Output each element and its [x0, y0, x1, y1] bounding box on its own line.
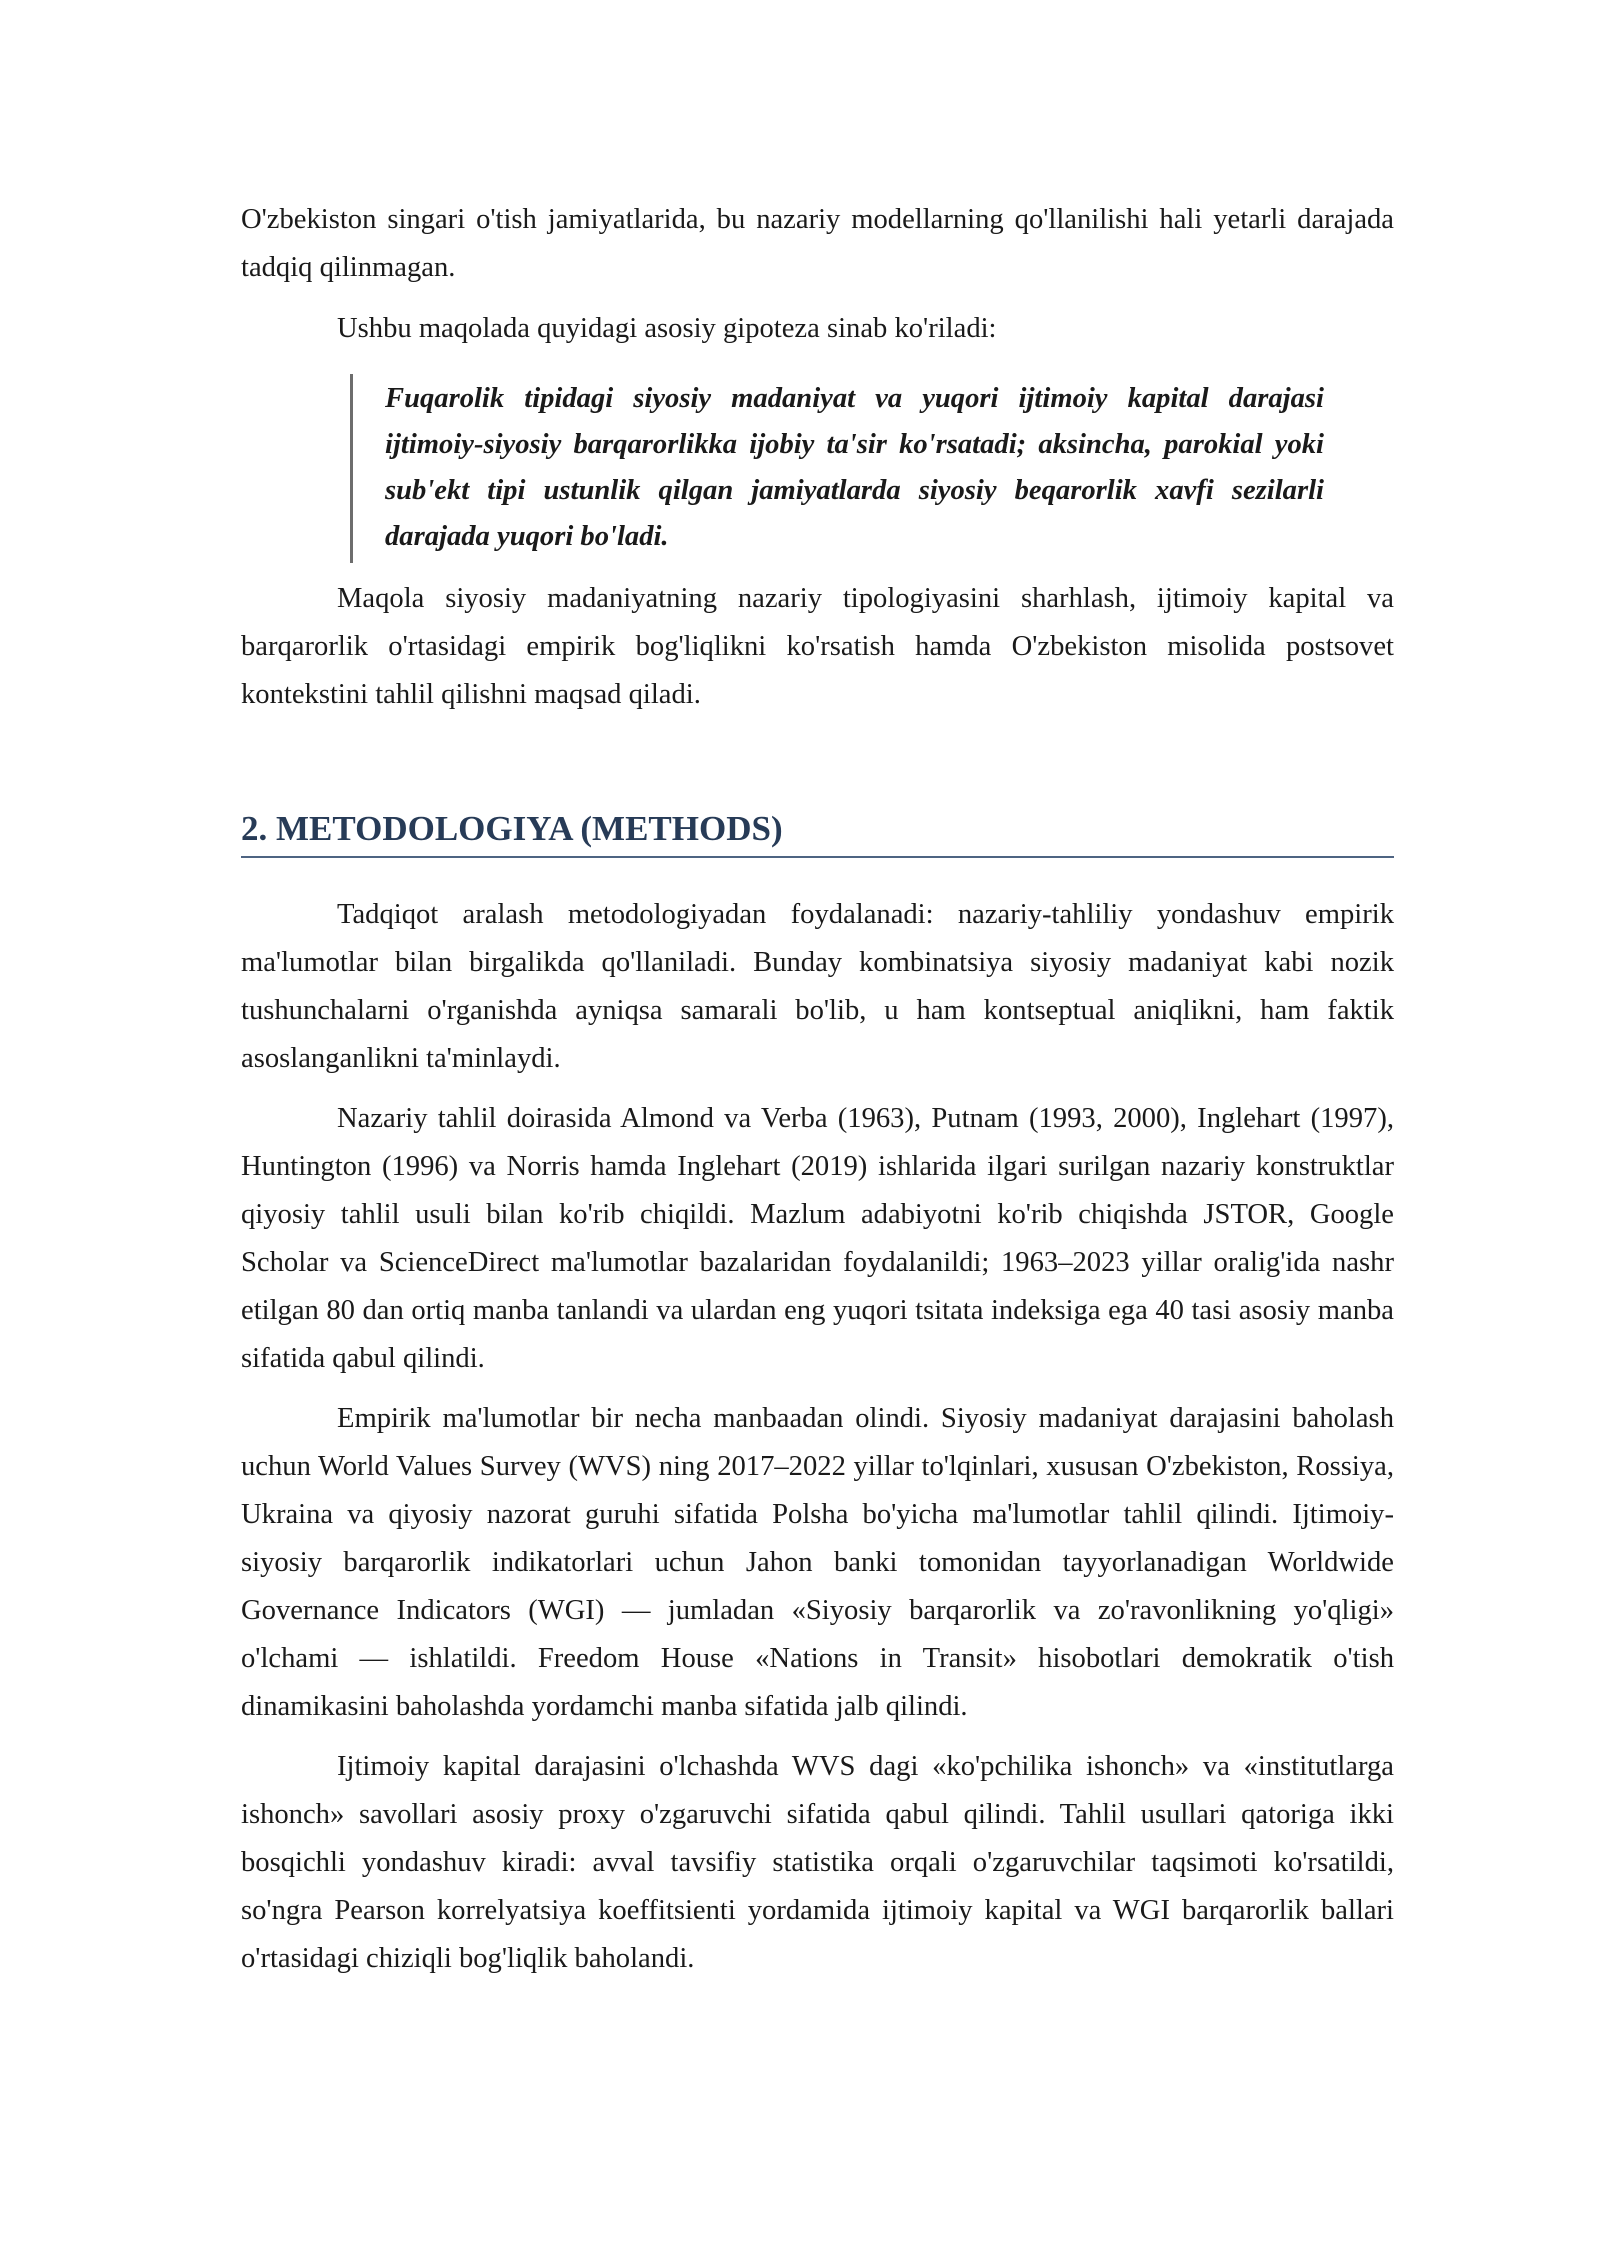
hypothesis-intro-paragraph: Ushbu maqolada quyidagi asosiy gipoteza sinab ko'riladi:	[337, 313, 997, 344]
intro-paragraph-end: O'zbekiston singari o'tish jamiyatlarida, bu nazariy modellarning qo'llanilishi hali yetarli darajada tadqiq qilinmagan.	[241, 204, 1394, 283]
section-heading-methods: 2. METODOLOGIYA (METHODS)	[241, 807, 1394, 858]
methods-paragraph-3: Empirik ma'lumotlar bir necha manbaadan olindi. Siyosiy madaniyat darajasini baholash uchun World Values Survey (WVS) ning 2017–2022 yillar to'lqinlari, xususan O'zbekiston, Rossiya, Ukraina va qiyosiy nazorat guruhi sifatida Polsha bo'yicha ma'lumotlar tahlil qilindi. Ijtimoiy-siyosiy barqarorlik indikatorlari uchun Jahon banki tomonidan tayyorlanadigan Worldwide Governance Indicators (WGI) — jumladan «Siyosiy barqarorlik va zo'ravonlikning yo'qligi» o'lchami — ishlatildi. Freedom House «Nations in Transit» hisobotlari demokratik o'tish dinamikasini baholashda yordamchi manba sifatida jalb qilindi.	[241, 1403, 1394, 1722]
methods-paragraph-4: Ijtimoiy kapital darajasini o'lchashda WVS dagi «ko'pchilika ishonch» va «institutlarga ishonch» savollari asosiy proxy o'zgaruvchi sifatida qabul qilindi. Tahlil usullari qatoriga ikki bosqichli yondashuv kiradi: avval tavsifiy statistika orqali o'zgaruvchilar taqsimoti ko'rsatildi, so'ngra Pearson korrelyatsiya koeffitsienti yordamida ijtimoiy kapital va WGI barqarorlik ballari o'rtasidagi chiziqli bog'liqlik baholandi.	[241, 1751, 1394, 1974]
page-content	[241, 196, 1394, 1983]
methods-paragraph-1: Tadqiqot aralash metodologiyadan foydalanadi: nazariy-tahliliy yondashuv empirik ma'lumotlar bilan birgalikda qo'llaniladi. Bunday kombinatsiya siyosiy madaniyat kabi nozik tushunchalarni o'rganishda ayniqsa samarali bo'lib, u ham kontseptual aniqlikni, ham faktik asoslanganlikni ta'minlaydi.	[241, 899, 1394, 1074]
hypothesis-blockquote	[350, 374, 1324, 563]
hypothesis-text: Fuqarolik tipidagi siyosiy madaniyat va yuqori ijtimoiy kapital darajasi ijtimoiy-siyosiy barqarorlikka ijobiy ta'sir ko'rsatadi; aksincha, parokial yoki sub'ekt tipi ustunlik qilgan jamiyatlarda siyosiy beqarorlik xavfi sezilarli darajada yuqori bo'ladi.	[385, 383, 1324, 552]
article-aim-paragraph: Maqola siyosiy madaniyatning nazariy tipologiyasini sharhlash, ijtimoiy kapital va barqarorlik o'rtasidagi empirik bog'liqlikni ko'rsatish hamda O'zbekiston misolida postsovet kontekstini tahlil qilishni maqsad qiladi.	[241, 583, 1394, 710]
methods-paragraph-2: Nazariy tahlil doirasida Almond va Verba (1963), Putnam (1993, 2000), Inglehart (1997), Huntington (1996) va Norris hamda Inglehart (2019) ishlarida ilgari surilgan nazariy konstruktlar qiyosiy tahlil usuli bilan ko'rib chiqildi. Mazlum adabiyotni ko'rib chiqishda JSTOR, Google Scholar va ScienceDirect ma'lumotlar bazalaridan foydalanildi; 1963–2023 yillar oralig'ida nashr etilgan 80 dan ortiq manba tanlandi va ulardan eng yuqori tsitata indeksiga ega 40 tasi asosiy manba sifatida qabul qilindi.	[241, 1103, 1394, 1374]
